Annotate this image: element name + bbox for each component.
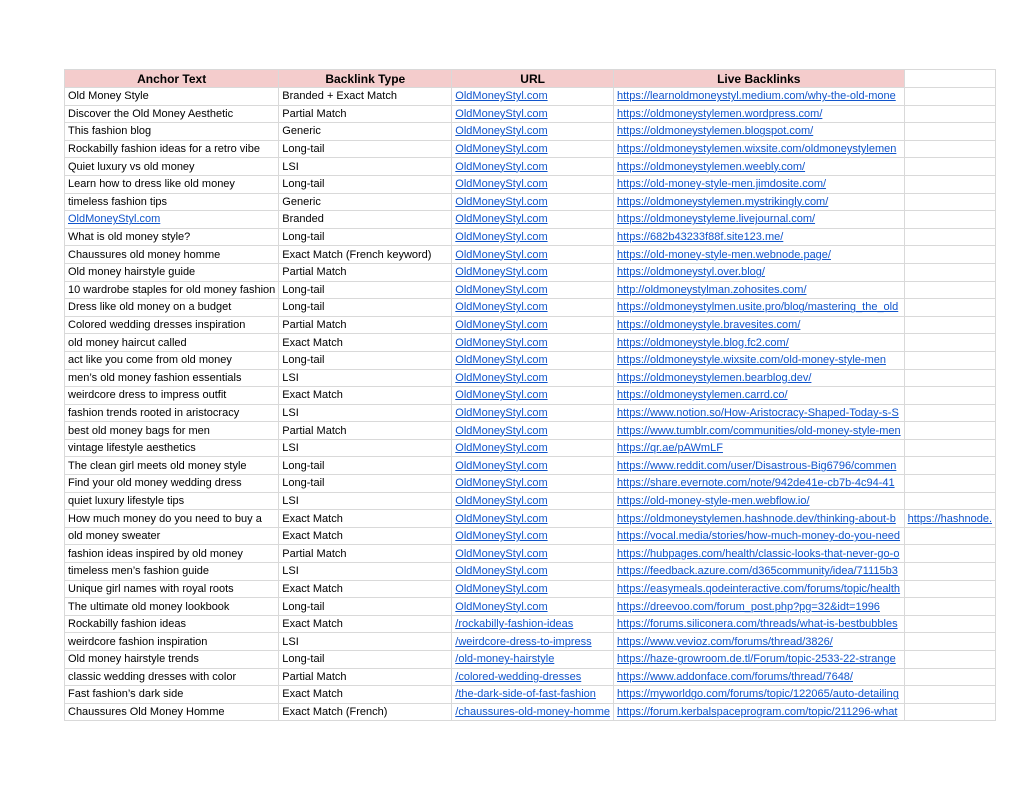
cell-live-backlink[interactable]: https://myworldgo.com/forums/topic/122065/auto-detailing — [613, 686, 904, 704]
cell-url[interactable]: OldMoneyStyl.com — [452, 193, 614, 211]
table-row — [65, 263, 996, 281]
cell-anchor-text[interactable]: Chaussures Old Money Homme — [65, 703, 279, 721]
table-row — [65, 422, 996, 440]
table-row — [65, 545, 996, 563]
cell-extra[interactable] — [904, 88, 995, 106]
table-row — [65, 510, 996, 528]
cell-anchor-text[interactable]: Dress like old money on a budget — [65, 299, 279, 317]
cell-live-backlink[interactable]: https://oldmoneystylemen.hashnode.dev/thinking-about-b — [613, 510, 904, 528]
cell-url[interactable]: OldMoneyStyl.com — [452, 140, 614, 158]
cell-extra[interactable] — [904, 633, 995, 651]
cell-extra[interactable] — [904, 615, 995, 633]
cell-extra[interactable] — [904, 263, 995, 281]
cell-anchor-text[interactable]: This fashion blog — [65, 123, 279, 141]
cell-url[interactable]: OldMoneyStyl.com — [452, 527, 614, 545]
cell-anchor-text[interactable]: The clean girl meets old money style — [65, 457, 279, 475]
cell-extra[interactable]: https://hashnode. — [904, 510, 995, 528]
cell-anchor-text[interactable]: men’s old money fashion essentials — [65, 369, 279, 387]
cell-anchor-text[interactable]: Quiet luxury vs old money — [65, 158, 279, 176]
cell-live-backlink[interactable]: https://oldmoneystylmen.usite.pro/blog/mastering_the_old — [613, 299, 904, 317]
cell-url[interactable]: OldMoneyStyl.com — [452, 545, 614, 563]
table-row — [65, 563, 996, 581]
table-row — [65, 158, 996, 176]
table-row — [65, 211, 996, 229]
cell-url[interactable]: /the-dark-side-of-fast-fashion — [452, 686, 614, 704]
cell-backlink-type[interactable]: Exact Match — [279, 580, 452, 598]
table-row — [65, 703, 996, 721]
table-row — [65, 123, 996, 141]
table-row — [65, 316, 996, 334]
cell-anchor-text[interactable]: weirdcore dress to impress outfit — [65, 387, 279, 405]
cell-backlink-type[interactable]: LSI — [279, 492, 452, 510]
cell-live-backlink[interactable]: https://www.vevioz.com/forums/thread/3826/ — [613, 633, 904, 651]
table-row — [65, 457, 996, 475]
cell-anchor-text[interactable]: 10 wardrobe staples for old money fashion — [65, 281, 279, 299]
cell-extra[interactable] — [904, 651, 995, 669]
cell-anchor-text[interactable]: best old money bags for men — [65, 422, 279, 440]
cell-extra[interactable] — [904, 457, 995, 475]
cell-backlink-type[interactable]: LSI — [279, 563, 452, 581]
table-row — [65, 651, 996, 669]
cell-extra[interactable] — [904, 422, 995, 440]
cell-live-backlink[interactable]: https://haze-growroom.de.tl/Forum/topic-2533-22-strange — [613, 651, 904, 669]
cell-live-backlink[interactable]: https://oldmoneystyleme.livejournal.com/ — [613, 211, 904, 229]
cell-url[interactable]: OldMoneyStyl.com — [452, 387, 614, 405]
cell-anchor-text[interactable]: old money sweater — [65, 527, 279, 545]
cell-extra[interactable] — [904, 686, 995, 704]
cell-live-backlink[interactable]: https://old-money-style-men.webnode.page/ — [613, 246, 904, 264]
cell-live-backlink[interactable]: https://learnoldmoneystyl.medium.com/why-the-old-mone — [613, 88, 904, 106]
cell-anchor-text[interactable]: Discover the Old Money Aesthetic — [65, 105, 279, 123]
table-row — [65, 351, 996, 369]
cell-url[interactable]: OldMoneyStyl.com — [452, 598, 614, 616]
cell-anchor-text[interactable]: fashion trends rooted in aristocracy — [65, 404, 279, 422]
cell-live-backlink[interactable]: https://forums.siliconera.com/threads/what-is-bestbubbles — [613, 615, 904, 633]
table-row — [65, 580, 996, 598]
cell-backlink-type[interactable]: Exact Match — [279, 334, 452, 352]
table-row — [65, 88, 996, 106]
cell-url[interactable]: OldMoneyStyl.com — [452, 105, 614, 123]
cell-live-backlink[interactable]: https://www.tumblr.com/communities/old-money-style-men — [613, 422, 904, 440]
cell-backlink-type[interactable]: LSI — [279, 404, 452, 422]
table-row — [65, 369, 996, 387]
table-row — [65, 598, 996, 616]
cell-live-backlink[interactable]: https://hubpages.com/health/classic-looks-that-never-go-o — [613, 545, 904, 563]
cell-backlink-type[interactable]: LSI — [279, 369, 452, 387]
table-row — [65, 475, 996, 493]
cell-anchor-text[interactable]: Colored wedding dresses inspiration — [65, 316, 279, 334]
table-row — [65, 105, 996, 123]
cell-backlink-type[interactable]: Long-tail — [279, 475, 452, 493]
cell-live-backlink[interactable]: https://oldmoneystylemen.wixsite.com/oldmoneystylemen — [613, 140, 904, 158]
cell-live-backlink[interactable]: https://oldmoneystylemen.mystrikingly.com/ — [613, 193, 904, 211]
cell-url[interactable]: OldMoneyStyl.com — [452, 123, 614, 141]
cell-live-backlink[interactable]: https://old-money-style-men.webflow.io/ — [613, 492, 904, 510]
cell-backlink-type[interactable]: Partial Match — [279, 668, 452, 686]
cell-live-backlink[interactable]: https://qr.ae/pAWmLF — [613, 439, 904, 457]
cell-live-backlink[interactable]: https://oldmoneystyle.blog.fc2.com/ — [613, 334, 904, 352]
cell-extra[interactable] — [904, 140, 995, 158]
cell-anchor-text[interactable]: Find your old money wedding dress — [65, 475, 279, 493]
cell-backlink-type[interactable]: Generic — [279, 193, 452, 211]
cell-backlink-type[interactable]: Long-tail — [279, 351, 452, 369]
cell-extra[interactable] — [904, 105, 995, 123]
table-row — [65, 439, 996, 457]
cell-live-backlink[interactable]: https://oldmoneystylemen.wordpress.com/ — [613, 105, 904, 123]
cell-anchor-text[interactable]: classic wedding dresses with color — [65, 668, 279, 686]
cell-anchor-text[interactable]: What is old money style? — [65, 228, 279, 246]
table-row — [65, 228, 996, 246]
cell-extra[interactable] — [904, 316, 995, 334]
cell-live-backlink[interactable]: https://oldmoneystyle.wixsite.com/old-money-style-men — [613, 351, 904, 369]
cell-extra[interactable] — [904, 668, 995, 686]
cell-url[interactable]: OldMoneyStyl.com — [452, 158, 614, 176]
cell-backlink-type[interactable]: Exact Match — [279, 387, 452, 405]
cell-url[interactable]: OldMoneyStyl.com — [452, 422, 614, 440]
cell-url[interactable]: OldMoneyStyl.com — [452, 263, 614, 281]
cell-extra[interactable] — [904, 193, 995, 211]
cell-extra[interactable] — [904, 703, 995, 721]
cell-backlink-type[interactable]: Exact Match — [279, 527, 452, 545]
cell-backlink-type[interactable]: Long-tail — [279, 281, 452, 299]
cell-url[interactable]: /colored-wedding-dresses — [452, 668, 614, 686]
cell-extra[interactable] — [904, 123, 995, 141]
cell-live-backlink[interactable]: https://682b43233f88f.site123.me/ — [613, 228, 904, 246]
cell-extra[interactable] — [904, 475, 995, 493]
cell-url[interactable]: OldMoneyStyl.com — [452, 475, 614, 493]
header-backlink-type[interactable]: Backlink Type — [279, 70, 452, 88]
cell-live-backlink[interactable]: https://dreevoo.com/forum_post.php?pg=32&idt=1996 — [613, 598, 904, 616]
cell-url[interactable]: OldMoneyStyl.com — [452, 246, 614, 264]
cell-extra[interactable] — [904, 563, 995, 581]
cell-backlink-type[interactable]: Long-tail — [279, 228, 452, 246]
table-row — [65, 387, 996, 405]
cell-extra[interactable] — [904, 158, 995, 176]
table-row — [65, 668, 996, 686]
cell-extra[interactable] — [904, 211, 995, 229]
cell-live-backlink[interactable]: https://oldmoneystylemen.blogspot.com/ — [613, 123, 904, 141]
table-row — [65, 334, 996, 352]
cell-anchor-text[interactable]: act like you come from old money — [65, 351, 279, 369]
cell-anchor-text[interactable]: timeless men’s fashion guide — [65, 563, 279, 581]
cell-backlink-type[interactable]: Long-tail — [279, 457, 452, 475]
table-row — [65, 404, 996, 422]
cell-anchor-text[interactable]: fashion ideas inspired by old money — [65, 545, 279, 563]
cell-live-backlink[interactable]: https://oldmoneystylemen.carrd.co/ — [613, 387, 904, 405]
table-row — [65, 527, 996, 545]
cell-anchor-text[interactable]: Old money hairstyle guide — [65, 263, 279, 281]
cell-anchor-text[interactable]: quiet luxury lifestyle tips — [65, 492, 279, 510]
cell-anchor-text[interactable]: Learn how to dress like old money — [65, 175, 279, 193]
table-row — [65, 281, 996, 299]
cell-backlink-type[interactable]: Partial Match — [279, 422, 452, 440]
cell-url[interactable]: OldMoneyStyl.com — [452, 492, 614, 510]
cell-extra[interactable] — [904, 387, 995, 405]
table-row — [65, 299, 996, 317]
cell-extra[interactable] — [904, 492, 995, 510]
cell-backlink-type[interactable]: Exact Match (French keyword) — [279, 246, 452, 264]
cell-backlink-type[interactable]: LSI — [279, 158, 452, 176]
cell-anchor-text[interactable]: old money haircut called — [65, 334, 279, 352]
cell-anchor-text[interactable]: Old Money Style — [65, 88, 279, 106]
cell-extra[interactable] — [904, 598, 995, 616]
header-empty-cell[interactable] — [904, 70, 995, 88]
cell-anchor-text[interactable]: Rockabilly fashion ideas for a retro vibe — [65, 140, 279, 158]
cell-backlink-type[interactable]: Generic — [279, 123, 452, 141]
cell-live-backlink[interactable]: https://oldmoneystyl.over.blog/ — [613, 263, 904, 281]
header-url[interactable]: URL — [452, 70, 614, 88]
cell-live-backlink[interactable]: https://www.reddit.com/user/Disastrous-Big6796/commen — [613, 457, 904, 475]
cell-extra[interactable] — [904, 246, 995, 264]
cell-live-backlink[interactable]: https://oldmoneystyle.bravesites.com/ — [613, 316, 904, 334]
cell-backlink-type[interactable]: LSI — [279, 633, 452, 651]
cell-extra[interactable] — [904, 580, 995, 598]
cell-backlink-type[interactable]: Partial Match — [279, 545, 452, 563]
cell-url[interactable]: OldMoneyStyl.com — [452, 88, 614, 106]
cell-anchor-text[interactable]: The ultimate old money lookbook — [65, 598, 279, 616]
cell-url[interactable]: OldMoneyStyl.com — [452, 563, 614, 581]
cell-url[interactable]: OldMoneyStyl.com — [452, 457, 614, 475]
table-row — [65, 633, 996, 651]
cell-backlink-type[interactable]: Partial Match — [279, 263, 452, 281]
cell-anchor-text[interactable]: Unique girl names with royal roots — [65, 580, 279, 598]
cell-anchor-text[interactable]: Chaussures old money homme — [65, 246, 279, 264]
cell-extra[interactable] — [904, 281, 995, 299]
cell-url[interactable]: OldMoneyStyl.com — [452, 351, 614, 369]
cell-url[interactable]: OldMoneyStyl.com — [452, 404, 614, 422]
cell-url[interactable]: OldMoneyStyl.com — [452, 316, 614, 334]
cell-live-backlink[interactable]: https://easymeals.qodeinteractive.com/forums/topic/health — [613, 580, 904, 598]
cell-live-backlink[interactable]: https://www.addonface.com/forums/thread/7648/ — [613, 668, 904, 686]
header-anchor-text[interactable]: Anchor Text — [65, 70, 279, 88]
cell-anchor-text[interactable]: OldMoneyStyl.com — [65, 211, 279, 229]
cell-backlink-type[interactable]: Exact Match — [279, 686, 452, 704]
cell-url[interactable]: /weirdcore-dress-to-impress — [452, 633, 614, 651]
cell-backlink-type[interactable]: LSI — [279, 439, 452, 457]
cell-live-backlink[interactable]: https://feedback.azure.com/d365community/idea/71115b3 — [613, 563, 904, 581]
cell-anchor-text[interactable]: Rockabilly fashion ideas — [65, 615, 279, 633]
cell-anchor-text[interactable]: Fast fashion’s dark side — [65, 686, 279, 704]
cell-anchor-text[interactable]: timeless fashion tips — [65, 193, 279, 211]
cell-url[interactable]: OldMoneyStyl.com — [452, 175, 614, 193]
cell-backlink-type[interactable]: Branded + Exact Match — [279, 88, 452, 106]
cell-extra[interactable] — [904, 228, 995, 246]
cell-extra[interactable] — [904, 439, 995, 457]
cell-backlink-type[interactable]: Branded — [279, 211, 452, 229]
table-row — [65, 175, 996, 193]
cell-live-backlink[interactable]: http://oldmoneystylman.zohosites.com/ — [613, 281, 904, 299]
cell-url[interactable]: OldMoneyStyl.com — [452, 281, 614, 299]
header-row — [65, 70, 996, 88]
cell-url[interactable]: OldMoneyStyl.com — [452, 369, 614, 387]
cell-backlink-type[interactable]: Partial Match — [279, 316, 452, 334]
cell-url[interactable]: OldMoneyStyl.com — [452, 439, 614, 457]
cell-url[interactable]: /chaussures-old-money-homme — [452, 703, 614, 721]
cell-extra[interactable] — [904, 545, 995, 563]
cell-backlink-type[interactable]: Exact Match (French) — [279, 703, 452, 721]
cell-url[interactable]: OldMoneyStyl.com — [452, 228, 614, 246]
cell-backlink-type[interactable]: Long-tail — [279, 651, 452, 669]
cell-url[interactable]: OldMoneyStyl.com — [452, 334, 614, 352]
cell-anchor-text[interactable]: vintage lifestyle aesthetics — [65, 439, 279, 457]
cell-backlink-type[interactable]: Long-tail — [279, 299, 452, 317]
cell-extra[interactable] — [904, 351, 995, 369]
cell-url[interactable]: OldMoneyStyl.com — [452, 580, 614, 598]
table-row — [65, 140, 996, 158]
cell-url[interactable]: OldMoneyStyl.com — [452, 510, 614, 528]
cell-live-backlink[interactable]: https://old-money-style-men.jimdosite.com/ — [613, 175, 904, 193]
table-row — [65, 193, 996, 211]
cell-anchor-text[interactable]: How much money do you need to buy a — [65, 510, 279, 528]
cell-url[interactable]: /rockabilly-fashion-ideas — [452, 615, 614, 633]
cell-extra[interactable] — [904, 527, 995, 545]
cell-backlink-type[interactable]: Long-tail — [279, 140, 452, 158]
cell-extra[interactable] — [904, 369, 995, 387]
cell-url[interactable]: OldMoneyStyl.com — [452, 211, 614, 229]
cell-backlink-type[interactable]: Exact Match — [279, 510, 452, 528]
table-row — [65, 246, 996, 264]
cell-backlink-type[interactable]: Partial Match — [279, 105, 452, 123]
cell-backlink-type[interactable]: Long-tail — [279, 175, 452, 193]
table-row — [65, 492, 996, 510]
cell-extra[interactable] — [904, 404, 995, 422]
cell-extra[interactable] — [904, 299, 995, 317]
cell-extra[interactable] — [904, 334, 995, 352]
cell-backlink-type[interactable]: Exact Match — [279, 615, 452, 633]
spreadsheet — [64, 69, 996, 721]
backlinks-table — [64, 69, 996, 721]
cell-live-backlink[interactable]: https://oldmoneystylemen.weebly.com/ — [613, 158, 904, 176]
cell-url[interactable]: /old-money-hairstyle — [452, 651, 614, 669]
cell-live-backlink[interactable]: https://share.evernote.com/note/942de41e-cb7b-4c94-41 — [613, 475, 904, 493]
table-body — [65, 88, 996, 721]
table-row — [65, 615, 996, 633]
cell-live-backlink[interactable]: https://vocal.media/stories/how-much-money-do-you-need — [613, 527, 904, 545]
cell-extra[interactable] — [904, 175, 995, 193]
cell-backlink-type[interactable]: Long-tail — [279, 598, 452, 616]
cell-live-backlink[interactable]: https://forum.kerbalspaceprogram.com/topic/211296-what — [613, 703, 904, 721]
cell-url[interactable]: OldMoneyStyl.com — [452, 299, 614, 317]
cell-anchor-text[interactable]: Old money hairstyle trends — [65, 651, 279, 669]
cell-live-backlink[interactable]: https://oldmoneystylemen.bearblog.dev/ — [613, 369, 904, 387]
cell-live-backlink[interactable]: https://www.notion.so/How-Aristocracy-Shaped-Today-s-S — [613, 404, 904, 422]
table-row — [65, 686, 996, 704]
cell-anchor-text[interactable]: weirdcore fashion inspiration — [65, 633, 279, 651]
header-live-backlinks[interactable]: Live Backlinks — [613, 70, 904, 88]
